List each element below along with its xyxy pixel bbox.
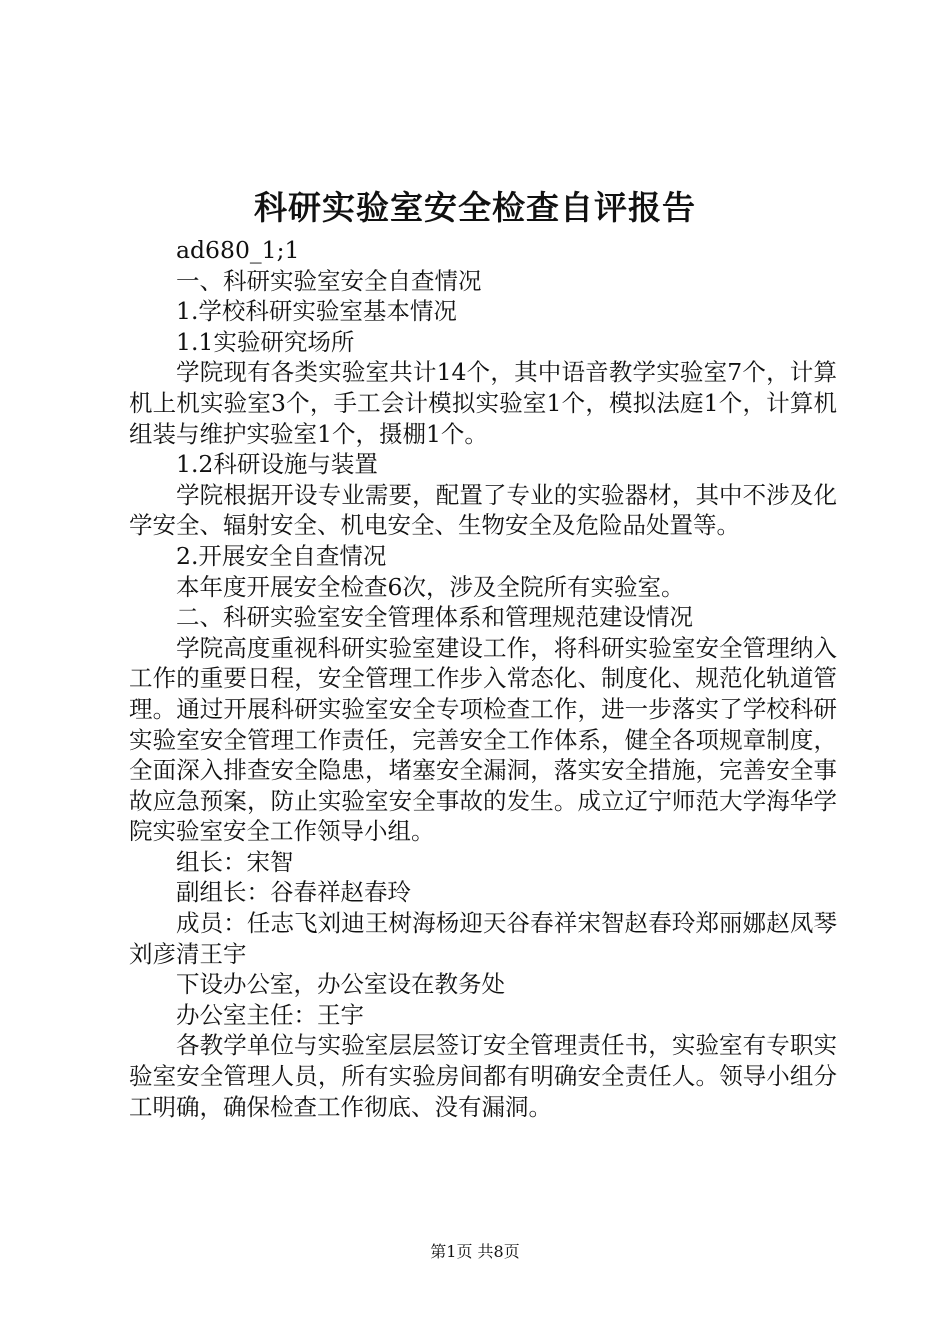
paragraph-responsibility: 各教学单位与实验室层层签订安全管理责任书，实验室有专职实验室安全管理人员，所有实验房间都有明确安全责任人。领导小组分工明确，确保检查工作彻底、没有漏洞。	[129, 1031, 837, 1121]
page-footer: 第1页 共8页	[430, 1242, 520, 1261]
paragraph-office: 下设办公室，办公室设在教务处	[176, 970, 505, 999]
heading-1-1-1: 1.1实验研究场所	[176, 327, 355, 356]
heading-section-2: 二、科研实验室安全管理体系和管理规范建设情况	[176, 603, 693, 632]
paragraph-deputy-leader: 副组长：谷春祥赵春玲	[176, 878, 411, 907]
paragraph-management: 学院高度重视科研实验室建设工作，将科研实验室安全管理纳入工作的重要日程，安全管理工作步入常态化、制度化、规范化轨道管理。通过开展科研实验室安全专项检查工作，进一步落实了学校科研实验室安全管理工作责任，完善安全工作体系，健全各项规章制度，全面深入排查安全隐患，堵塞安全漏洞，落实安全措施，完善安全事故应急预案，防止实验室安全事故的发生。成立辽宁师范大学海华学院实验室安全工作领导小组。	[129, 633, 837, 846]
heading-section-1: 一、科研实验室安全自查情况	[176, 266, 482, 295]
paragraph-members: 成员：任志飞刘迪王树海杨迎天谷春祥宋智赵春玲郑丽娜赵凤琴刘彦清王宇	[129, 909, 837, 968]
document-title: 科研实验室安全检查自评报告	[254, 188, 696, 227]
heading-1-2: 1.2科研设施与装置	[176, 450, 378, 479]
paragraph-equipment: 学院根据开设专业需要，配置了专业的实验器材，其中不涉及化学安全、辐射安全、机电安全、生物安全及危险品处置等。	[129, 480, 837, 540]
heading-2: 2.开展安全自查情况	[176, 541, 387, 570]
document-body	[129, 235, 837, 1122]
paragraph-doc-code: ad680_1;1	[176, 236, 300, 264]
heading-1-1: 1.学校科研实验室基本情况	[176, 297, 457, 326]
paragraph-lab-count: 学院现有各类实验室共计14个，其中语音教学实验室7个，计算机上机实验室3个，手工会计模拟实验室1个，模拟法庭1个，计算机组装与维护实验室1个，摄棚1个。	[129, 358, 837, 448]
paragraph-inspection-count: 本年度开展安全检查6次，涉及全院所有实验室。	[176, 572, 685, 601]
paragraph-group-leader: 组长：宋智	[176, 847, 294, 876]
paragraph-office-director: 办公室主任：王宇	[176, 1000, 364, 1029]
